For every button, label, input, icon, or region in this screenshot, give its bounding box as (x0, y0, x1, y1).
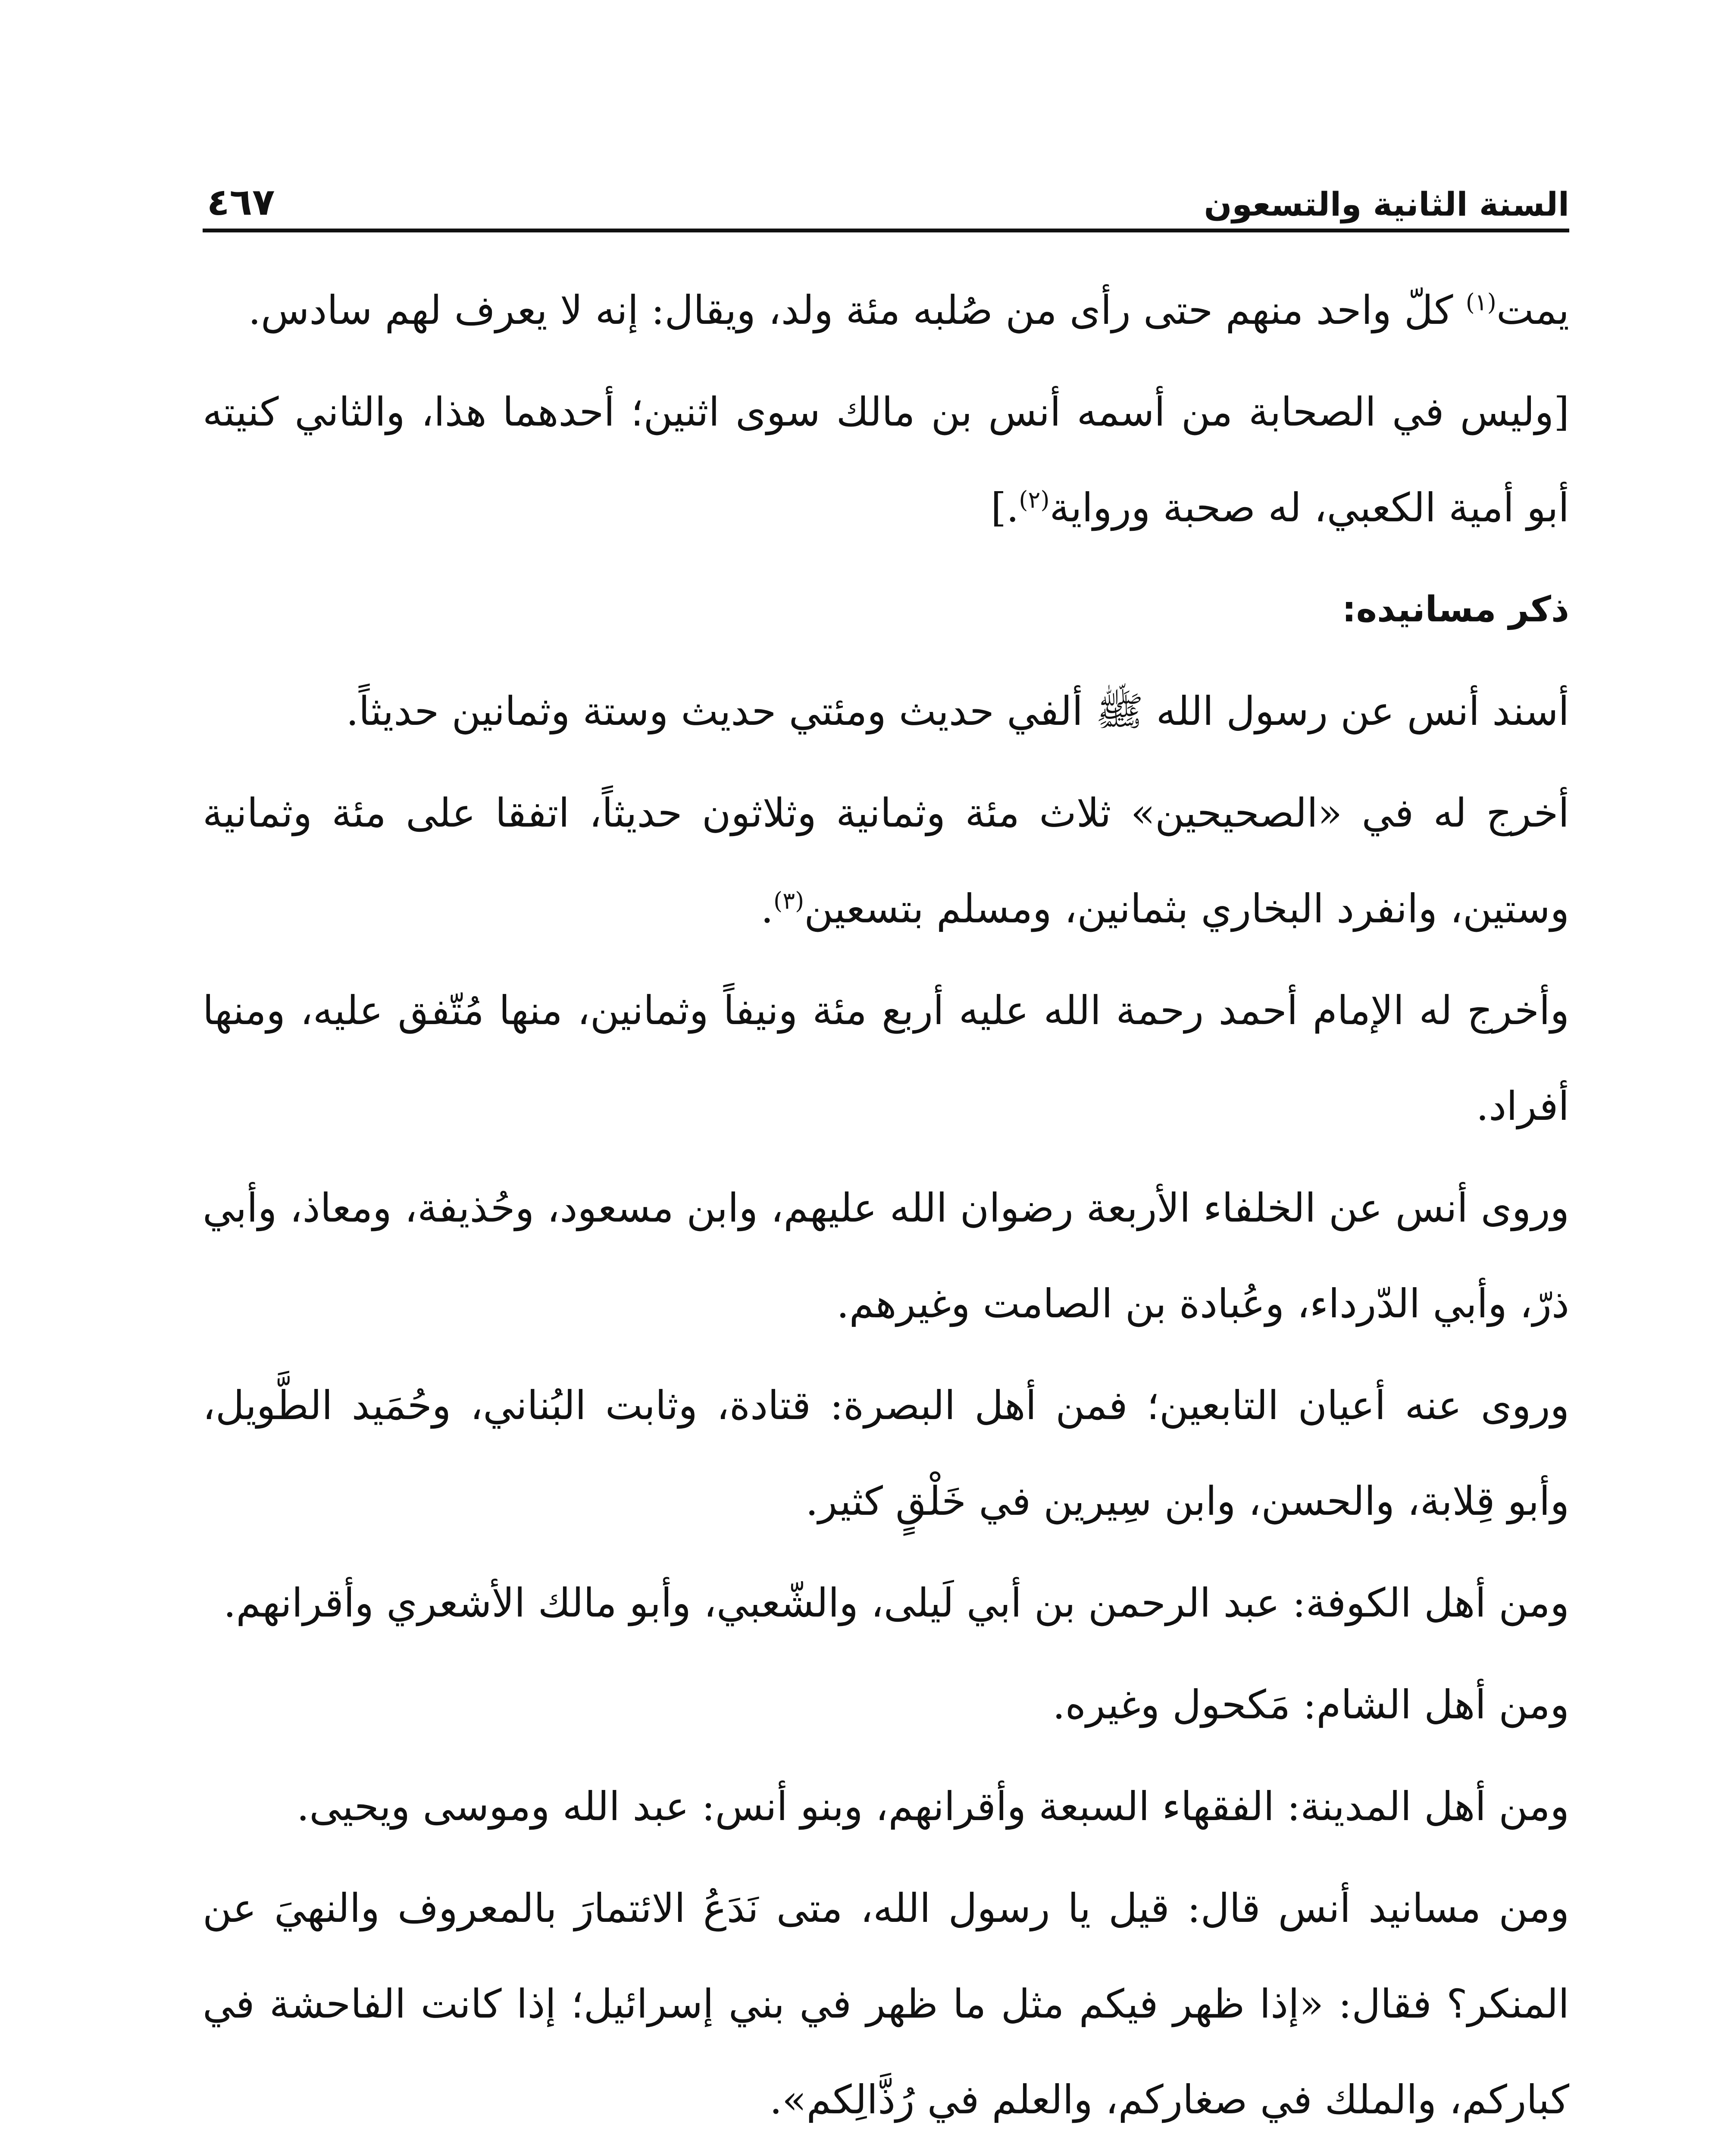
paragraph-5: وأخرج له الإمام أحمد رحمة الله عليه أربع مئة ونيفاً وثمانين، منها مُتّفق عليه، ومنها أفراد. (203, 987, 1569, 1129)
paragraph-6: وروى أنس عن الخلفاء الأربعة رضوان الله عليهم، وابن مسعود، وحُذيفة، ومعاذ، وأبي ذرّ، وأبي الدّرداء، وعُبادة بن الصامت وغيرهم. (203, 1185, 1569, 1327)
paragraph-1-rest: كلّ واحد منهم حتى رأى من صُلبه مئة ولد، ويقال: إنه لا يعرف لهم سادس. (248, 287, 1466, 333)
paragraph-7: وروى عنه أعيان التابعين؛ فمن أهل البصرة: قتادة، وثابت البُناني، وحُمَيد الطَّويل، وأبو قِلابة، والحسن، وابن سِيرين في خَلْقٍ كثير. (203, 1382, 1569, 1524)
paragraph-1 (203, 263, 1569, 358)
paragraph-10: ومن أهل المدينة: الفقهاء السبعة وأقرانهم، وبنو أنس: عبد الله وموسى ويحيى. (297, 1783, 1569, 1830)
paragraph-4 (203, 765, 1569, 957)
footnote-ref-1: (١) (1465, 288, 1496, 316)
section-heading: ذكر مسانيده: (1342, 589, 1569, 630)
page-header (203, 147, 1569, 232)
paragraph-8: ومن أهل الكوفة: عبد الرحمن بن أبي لَيلى، والشّعبي، وأبو مالك الأشعري وأقرانهم. (223, 1580, 1569, 1626)
paragraph-2-text: [وليس في الصحابة من أسمه أنس بن مالك سوى اثنين؛ أحدهما هذا، والثاني كنيته أبو أمية الكعبي، له صحبة ورواية (203, 389, 1569, 531)
paragraph-2 (203, 364, 1569, 556)
paragraph-2-end: .] (991, 485, 1019, 531)
paragraph-3: أسند أنس عن رسول الله ﷺ ألفي حديث ومئتي حديث وستة وثمانين حديثاً. (346, 688, 1569, 734)
book-page (203, 147, 1569, 2156)
running-title: السنة الثانية والتسعون (1204, 185, 1569, 223)
paragraph-4-text: أخرج له في «الصحيحين» ثلاث مئة وثمانية وثلاثون حديثاً، اتفقا على مئة وثمانية وستين، وانفرد البخاري بثمانين، ومسلم بتسعين (203, 790, 1569, 932)
paragraph-4-end: . (760, 886, 773, 932)
footnote-ref-2: (٢) (1019, 486, 1050, 514)
page-number: ٤٦٧ (207, 181, 275, 224)
footnote-ref-3: (٣) (773, 887, 804, 915)
paragraph-9: ومن أهل الشام: مَكحول وغيره. (1052, 1682, 1569, 1728)
paragraph-1-start: يمت (1496, 287, 1569, 333)
main-text (203, 263, 1569, 2148)
paragraph-11: ومن مسانيد أنس قال: قيل يا رسول الله، متى نَدَعُ الائتمارَ بالمعروف والنهيَ عن المنكر؟ فقال: «إذا ظهر فيكم مثل ما ظهر في بني إسرائيل؛ إذا كانت الفاحشة في كباركم، والملك في صغاركم، والعلم في رُذَّالِكم». (203, 1885, 1569, 2123)
